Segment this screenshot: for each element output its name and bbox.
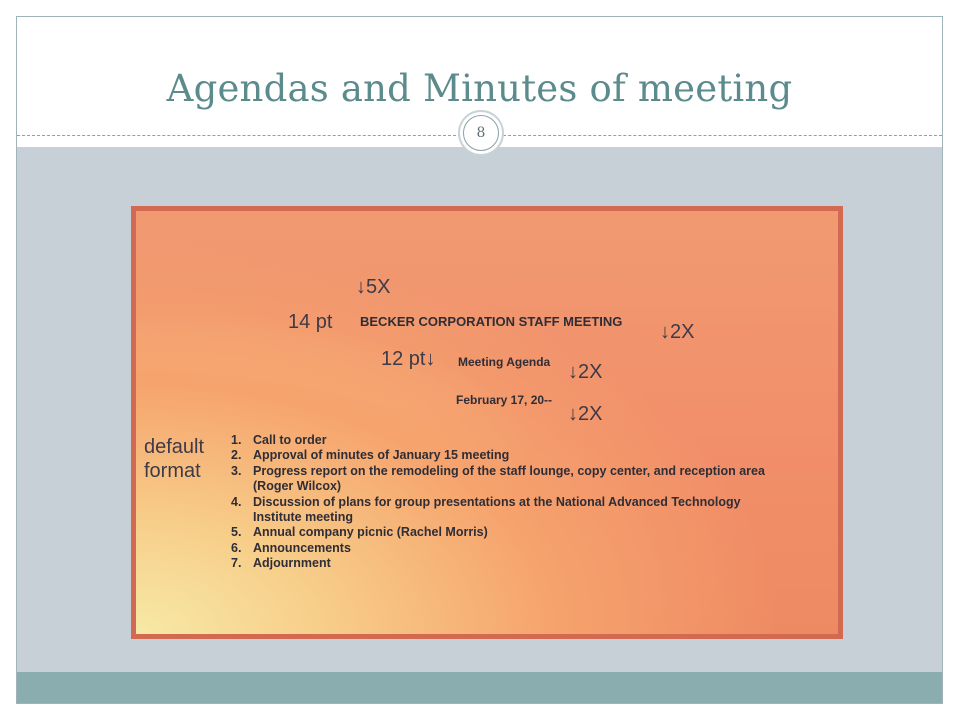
annotation-format: format bbox=[144, 460, 201, 482]
annotation-12pt: 12 pt↓ bbox=[381, 348, 436, 370]
agenda-item: 2. Approval of minutes of January 15 meeting bbox=[231, 448, 510, 463]
agenda-list bbox=[231, 433, 765, 572]
agenda-item: 7. Adjournment bbox=[231, 556, 331, 571]
page-number-badge bbox=[458, 110, 504, 156]
agenda-item: 4. Discussion of plans for group presentations at the National Advanced Technology bbox=[231, 494, 741, 509]
annotation-down-2x-a: ↓2X bbox=[660, 321, 695, 343]
document-heading: BECKER CORPORATION STAFF MEETING bbox=[360, 314, 623, 329]
agenda-item-continuation: (Roger Wilcox) bbox=[253, 479, 342, 494]
agenda-item: 5. Annual company picnic (Rachel Morris) bbox=[231, 525, 488, 540]
annotation-14pt: 14 pt bbox=[288, 311, 333, 333]
annotation-default: default bbox=[144, 436, 205, 458]
annotation-down-5x: ↓5X bbox=[356, 276, 391, 298]
document-date: February 17, 20-- bbox=[456, 393, 553, 407]
agenda-item-continuation: Institute meeting bbox=[253, 510, 354, 525]
page-number: 8 bbox=[463, 115, 499, 151]
agenda-item: 3. Progress report on the remodeling of the staff lounge, copy center, and reception area bbox=[231, 463, 765, 478]
document-subheading: Meeting Agenda bbox=[458, 355, 551, 369]
agenda-item: 1. Call to order bbox=[231, 433, 327, 447]
agenda-photo-content bbox=[136, 211, 838, 634]
footer-bar bbox=[17, 672, 942, 704]
annotation-down-2x-c: ↓2X bbox=[568, 403, 603, 425]
slide-title: Agendas and Minutes of meeting bbox=[166, 67, 793, 110]
slide bbox=[16, 16, 943, 704]
agenda-item: 6. Announcements bbox=[231, 540, 351, 555]
agenda-photo bbox=[131, 206, 843, 639]
annotation-down-2x-b: ↓2X bbox=[568, 361, 603, 383]
